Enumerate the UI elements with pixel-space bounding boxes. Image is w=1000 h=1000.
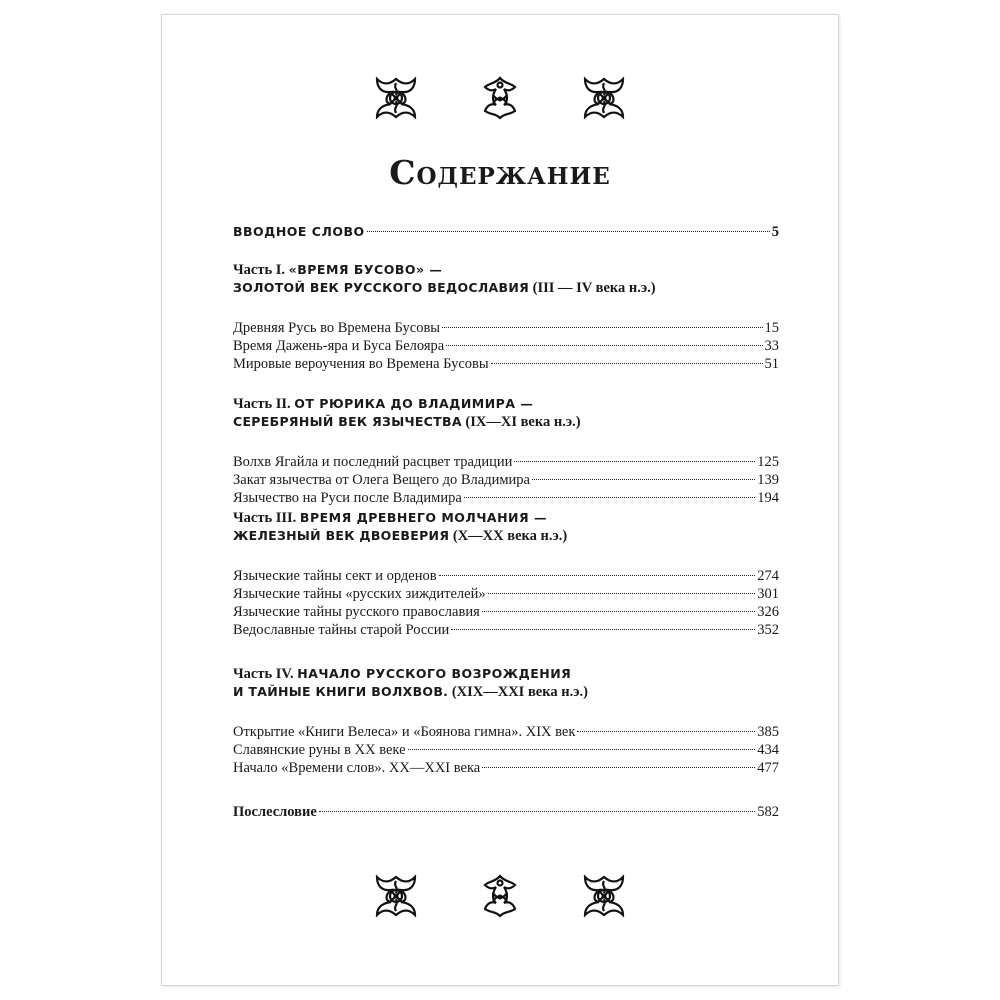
toc-entry[interactable] — [233, 567, 779, 585]
toc-entry[interactable] — [233, 319, 779, 337]
dot-leader — [446, 345, 762, 346]
part-title-line1: ВРЕМЯ ДРЕВНЕГО МОЛЧАНИЯ — — [299, 510, 547, 525]
part-title-line2: ЖЕЛЕЗНЫЙ ВЕК ДВОЕВЕРИЯ — [233, 528, 450, 543]
page-title: Содержание — [389, 153, 611, 192]
toc-entry-page: 15 — [764, 320, 779, 336]
toc-entry-title: Закат язычества от Олега Вещего до Владимира — [233, 472, 530, 488]
dot-leader — [491, 363, 763, 364]
dot-leader — [451, 629, 755, 630]
part-title-line1: «ВРЕМЯ БУСОВО» — — [288, 262, 443, 277]
part-period: (IX—XI века н.э.) — [461, 414, 581, 430]
celtic-knot-icon — [477, 75, 523, 121]
part-heading — [233, 665, 779, 701]
toc-part-2 — [233, 395, 779, 507]
toc-entry-title: Начало «Времени слов». XX—XXI века — [233, 760, 481, 776]
part-label: Часть I. — [233, 262, 289, 278]
part-label: Часть IV. — [233, 666, 298, 682]
toc-entry-page: 125 — [757, 454, 779, 470]
toc-entry-page: 33 — [764, 338, 779, 354]
toc-entry-title: Языческие тайны русского православия — [233, 604, 480, 620]
toc-entry[interactable] — [233, 453, 779, 471]
part-title-line2: И ТАЙНЫЕ КНИГИ ВОЛХВОВ. — [233, 684, 449, 699]
toc-entry-page: 434 — [757, 742, 779, 758]
top-ornaments — [162, 75, 838, 121]
bottom-ornaments — [162, 873, 838, 919]
dot-leader — [482, 767, 755, 768]
toc-entry-title: Ведославные тайны старой России — [233, 622, 450, 638]
toc-entry-title: Славянские руны в XX веке — [233, 742, 406, 758]
toc-entry-title: Послесловие — [233, 804, 317, 820]
toc-entry-title: ВВОДНОЕ СЛОВО — [233, 224, 365, 239]
toc-entry-page: 385 — [757, 724, 779, 740]
celtic-knot-icon — [477, 873, 523, 919]
toc-entry[interactable] — [233, 337, 779, 355]
celtic-knot-icon — [373, 873, 419, 919]
toc-part-4 — [233, 665, 779, 777]
dot-leader — [514, 461, 755, 462]
toc-entry-page: 139 — [757, 472, 779, 488]
toc-entry-page: 582 — [757, 804, 779, 820]
dot-leader — [488, 593, 756, 594]
part-period: (X—XX века н.э.) — [449, 528, 568, 544]
toc-entry-afterword[interactable] — [233, 803, 779, 821]
toc-entry-page: 477 — [757, 760, 779, 776]
toc-entry[interactable] — [233, 759, 779, 777]
dot-leader — [464, 497, 755, 498]
toc-entry-title: Мировые вероучения во Времена Бусовы — [233, 356, 489, 372]
toc-entry-page: 51 — [764, 356, 779, 372]
toc-entry-title: Время Дажень-яра и Буса Белояра — [233, 338, 445, 354]
dot-leader — [577, 731, 755, 732]
toc-entry-title: Волхв Ягайла и последний расцвет традиции — [233, 454, 513, 470]
toc-entry-page: 352 — [757, 622, 779, 638]
dot-leader — [408, 749, 756, 750]
toc-afterword — [233, 803, 779, 821]
celtic-knot-icon — [581, 75, 627, 121]
toc-entry[interactable] — [233, 723, 779, 741]
toc-entry-page: 326 — [757, 604, 779, 620]
part-heading — [233, 395, 779, 431]
toc-entry[interactable] — [233, 355, 779, 373]
book-page — [161, 14, 839, 986]
toc-entry-page: 194 — [757, 490, 779, 506]
toc-entry-title: Языческие тайны «русских зиждителей» — [233, 586, 486, 602]
dot-leader — [482, 611, 755, 612]
dot-leader — [367, 231, 770, 232]
toc-entry-page: 301 — [757, 586, 779, 602]
part-label: Часть III. — [233, 510, 300, 526]
dot-leader — [319, 811, 755, 812]
dot-leader — [442, 327, 762, 328]
toc-part-3 — [233, 509, 779, 639]
dot-leader — [532, 479, 755, 480]
part-period: (III — IV века н.э.) — [529, 280, 656, 296]
part-title-line1: НАЧАЛО РУССКОГО ВОЗРОЖДЕНИЯ — [297, 666, 572, 681]
dot-leader — [439, 575, 756, 576]
toc-entry-title: Языческие тайны сект и орденов — [233, 568, 437, 584]
toc-entry-title: Язычество на Руси после Владимира — [233, 490, 462, 506]
part-heading — [233, 261, 779, 297]
toc-entry-page: 5 — [771, 224, 779, 240]
part-title-line2: СЕРЕБРЯНЫЙ ВЕК ЯЗЫЧЕСТВА — [233, 414, 462, 429]
toc-entry-title: Открытие «Книги Велеса» и «Боянова гимна». XIX век — [233, 724, 576, 740]
part-period: (XIX—XXI века н.э.) — [448, 684, 588, 700]
toc-entry[interactable] — [233, 471, 779, 489]
toc-entry[interactable] — [233, 489, 779, 507]
toc-entry[interactable] — [233, 621, 779, 639]
part-label: Часть II. — [233, 396, 295, 412]
part-heading — [233, 509, 779, 545]
celtic-knot-icon — [581, 873, 627, 919]
toc-part-1 — [233, 261, 779, 373]
toc-entry[interactable] — [233, 603, 779, 621]
toc-entry-title: Древняя Русь во Времена Бусовы — [233, 320, 441, 336]
toc-entry[interactable] — [233, 741, 779, 759]
toc-intro — [233, 223, 779, 241]
toc-entry-intro[interactable] — [233, 223, 779, 241]
part-title-line1: ОТ РЮРИКА ДО ВЛАДИМИРА — — [294, 396, 534, 411]
celtic-knot-icon — [373, 75, 419, 121]
part-title-line2: ЗОЛОТОЙ ВЕК РУССКОГО ВЕДОСЛАВИЯ — [233, 280, 530, 295]
toc-entry[interactable] — [233, 585, 779, 603]
toc-entry-page: 274 — [757, 568, 779, 584]
